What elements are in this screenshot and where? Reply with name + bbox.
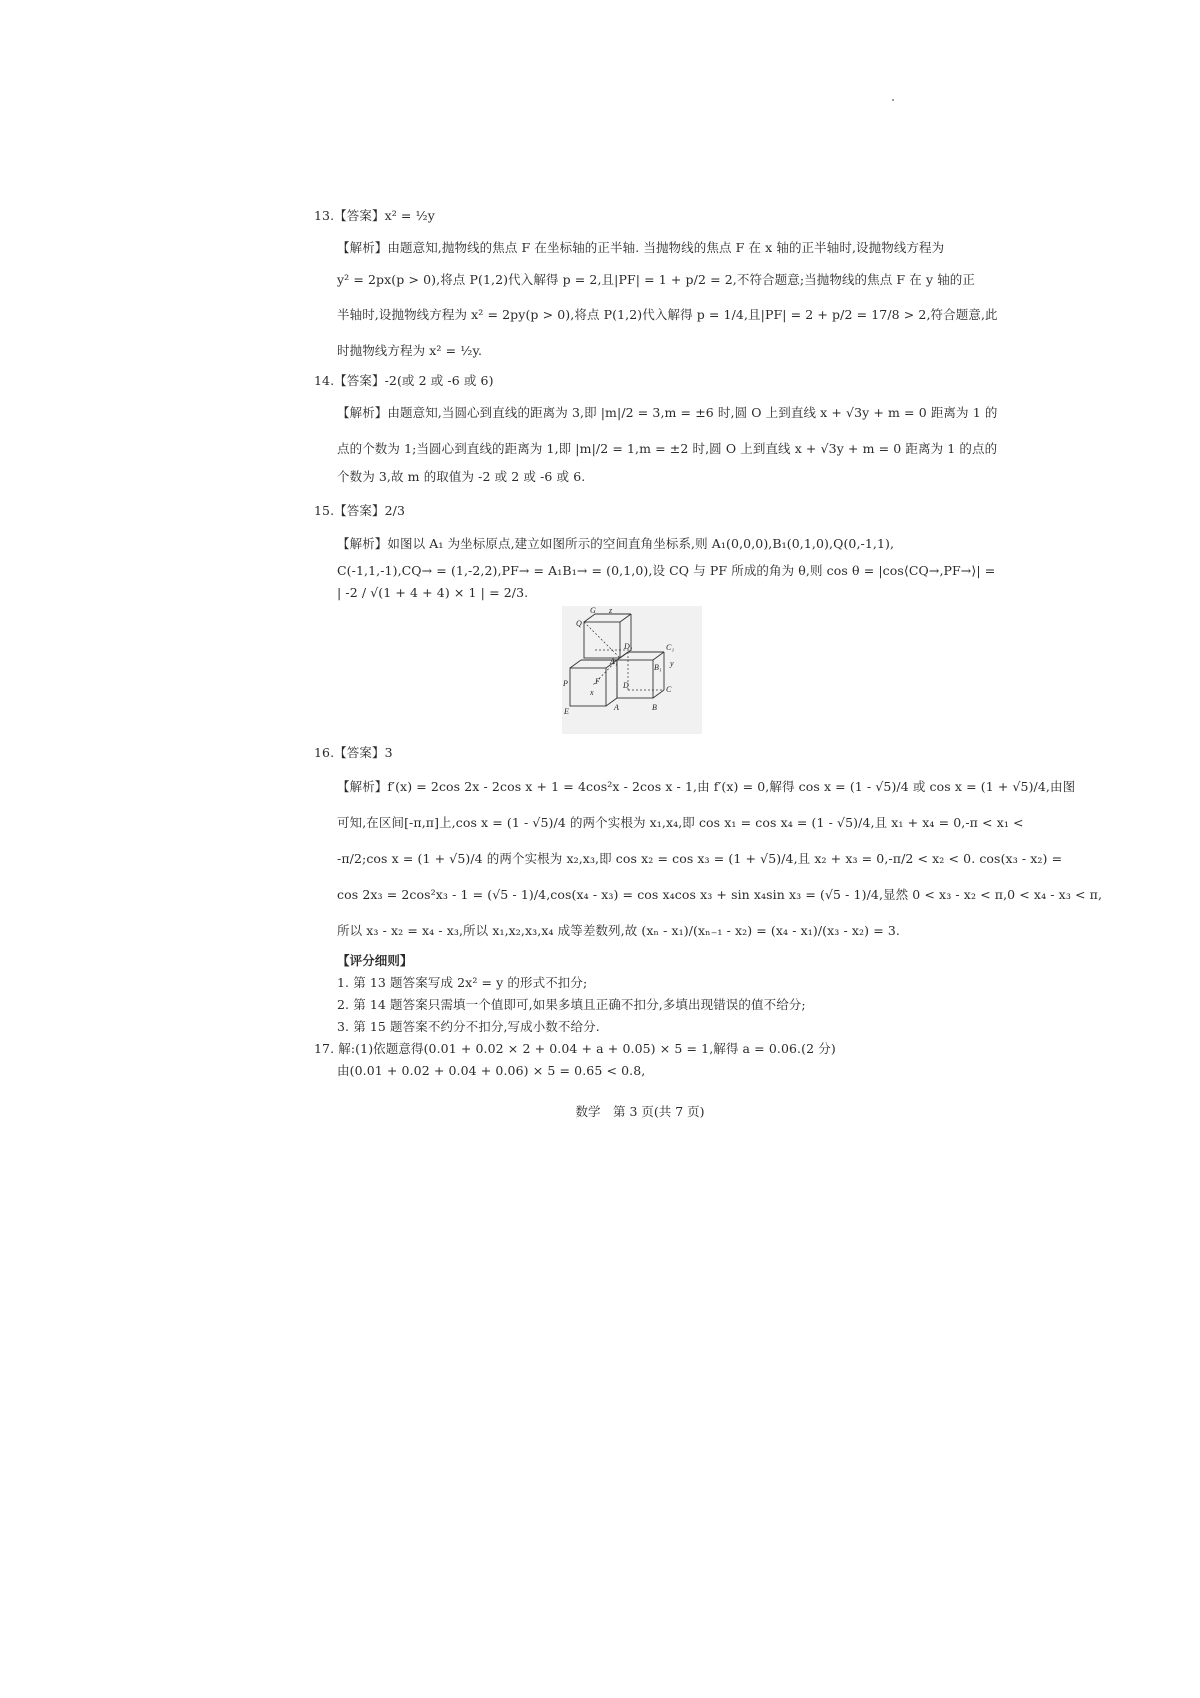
grading-rule-1: 1. 第 13 题答案写成 2x² = y 的形式不扣分; — [337, 975, 588, 990]
label-A1: A₁ — [610, 657, 618, 666]
label-P: P — [563, 679, 568, 688]
q14-analysis-line-2: 点的个数为 1;当圆心到直线的距离为 1,即 |m|/2 = 1,m = ±2 时,圆 O 上到直线 x + √3y + m = 0 距离为 1 的点的 — [337, 441, 998, 456]
grading-rule-2: 2. 第 14 题答案只需填一个值即可,如果多填且正确不扣分,多填出现错误的值不给分; — [337, 997, 806, 1012]
label-F: F — [595, 677, 600, 686]
q17-solution-line-1: 17. 解:(1)依题意得(0.01 + 0.02 × 2 + 0.04 + a + 0.05) × 5 = 1,解得 a = 0.06.(2 分) — [314, 1041, 836, 1056]
q14-answer: 14.【答案】-2(或 2 或 -6 或 6) — [314, 373, 494, 388]
q17-solution-line-2: 由(0.01 + 0.02 + 0.04 + 0.06) × 5 = 0.65 < 0.8, — [337, 1063, 646, 1078]
q15-analysis-line-2: C(-1,1,-1),CQ→ = (1,-2,2),PF→ = A₁B₁→ = (0,1,0),设 CQ 与 PF 所成的角为 θ,则 cos θ = |cos⟨CQ→,PF→⟩| = — [337, 563, 996, 578]
q16-answer: 16.【答案】3 — [314, 745, 393, 760]
label-G: G — [590, 606, 596, 615]
label-C1: C₁ — [666, 643, 675, 652]
label-B1: B₁ — [654, 663, 662, 672]
cube-figure — [562, 606, 702, 734]
q16-analysis-line-3: -π/2;cos x = (1 + √5)/4 的两个实根为 x₂,x₃,即 cos x₂ = cos x₃ = (1 + √5)/4,且 x₂ + x₃ = 0,-π/2 < x₂ < 0. cos(x₃ - x₂) = — [337, 851, 1063, 866]
scan-speck — [892, 99, 894, 101]
label-A: A — [614, 703, 619, 712]
label-x: x — [590, 688, 594, 697]
q16-analysis-line-1: 【解析】f′(x) = 2cos 2x - 2cos x + 1 = 4cos²x - 2cos x - 1,由 f′(x) = 0,解得 cos x = (1 - √5)/4 或 cos x = (1 + √5)/4,由图 — [337, 779, 1076, 794]
q14-analysis-line-3: 个数为 3,故 m 的取值为 -2 或 2 或 -6 或 6. — [337, 469, 586, 484]
q15-answer: 15.【答案】2/3 — [314, 503, 405, 518]
q16-analysis-line-2: 可知,在区间[-π,π]上,cos x = (1 - √5)/4 的两个实根为 x₁,x₄,即 cos x₁ = cos x₄ = (1 - √5)/4,且 x₁ + x₄ = 0,-π < x₁ < — [337, 815, 1024, 830]
label-D1: D₁ — [624, 642, 633, 651]
q14-analysis-line-1: 【解析】由题意知,当圆心到直线的距离为 3,即 |m|/2 = 3,m = ±6 时,圆 O 上到直线 x + √3y + m = 0 距离为 1 的 — [337, 405, 998, 420]
label-C: C — [666, 685, 672, 694]
label-B: B — [652, 703, 657, 712]
label-Q: Q — [576, 619, 582, 628]
q13-answer: 13.【答案】x² = ½y — [314, 208, 435, 223]
label-E: E — [564, 707, 569, 716]
grading-rules-heading: 【评分细则】 — [337, 953, 413, 968]
q13-analysis-line-2: y² = 2px(p > 0),将点 P(1,2)代入解得 p = 2,且|PF| = 1 + p/2 = 2,不符合题意;当抛物线的焦点 F 在 y 轴的正 — [337, 272, 975, 287]
q15-analysis-line-1: 【解析】如图以 A₁ 为坐标原点,建立如图所示的空间直角坐标系,则 A₁(0,0,0),B₁(0,1,0),Q(0,-1,1), — [337, 536, 895, 551]
cube-diagram — [562, 606, 702, 734]
label-D: D — [623, 681, 629, 690]
q16-analysis-line-5: 所以 x₃ - x₂ = x₄ - x₃,所以 x₁,x₂,x₃,x₄ 成等差数列,故 (xₙ - x₁)/(xₙ₋₁ - x₂) = (x₄ - x₁)/(x₃ - x₂) = 3. — [337, 923, 900, 938]
q13-analysis-line-4: 时抛物线方程为 x² = ½y. — [337, 343, 483, 358]
label-z: z — [609, 606, 613, 615]
page-footer: 数学 第 3 页(共 7 页) — [575, 1104, 705, 1119]
q13-analysis-line-1: 【解析】由题意知,抛物线的焦点 F 在坐标轴的正半轴. 当抛物线的焦点 F 在 x 轴的正半轴时,设抛物线方程为 — [337, 240, 945, 255]
label-y: y — [670, 659, 674, 668]
grading-rule-3: 3. 第 15 题答案不约分不扣分,写成小数不给分. — [337, 1019, 600, 1034]
q13-analysis-line-3: 半轴时,设抛物线方程为 x² = 2py(p > 0),将点 P(1,2)代入解得 p = 1/4,且|PF| = 2 + p/2 = 17/8 > 2,符合题意,此 — [337, 307, 998, 322]
q16-analysis-line-4: cos 2x₃ = 2cos²x₃ - 1 = (√5 - 1)/4,cos(x₄ - x₃) = cos x₄cos x₃ + sin x₄sin x₃ = (√5 - 1)/4,显然 0 < x₃ - x₂ < π,0 < x₄ - x₃ < π, — [337, 887, 1103, 902]
q15-analysis-line-3: | -2 / √(1 + 4 + 4) × 1 | = 2/3. — [337, 585, 529, 600]
